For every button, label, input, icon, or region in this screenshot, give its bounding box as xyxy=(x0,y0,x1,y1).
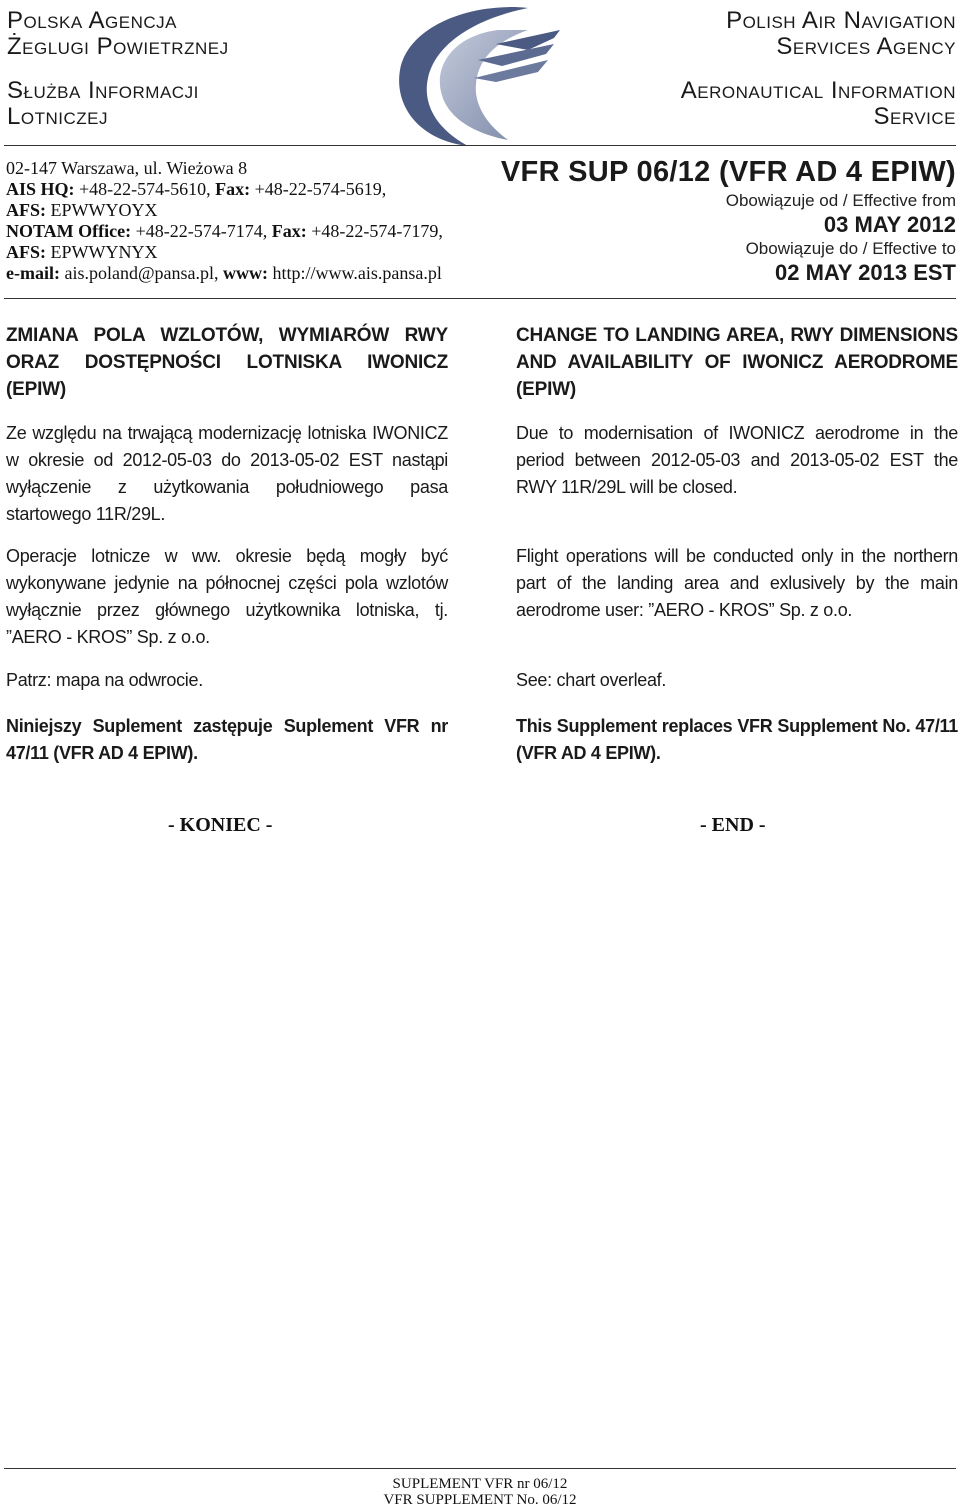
service-name-en xyxy=(681,78,956,130)
footer-divider xyxy=(4,1468,956,1469)
www-link[interactable]: http://www.ais.pansa.pl xyxy=(268,263,442,283)
org-name-pl-line2: Żeglugi Powietrznej xyxy=(7,33,229,60)
contact-afs2-line: AFS: EPWWYNYX xyxy=(6,242,158,262)
right-para-3: See: chart overleaf. xyxy=(516,670,667,690)
sup-title: VFR SUP 06/12 (VFR AD 4 EPIW) xyxy=(500,156,956,188)
service-name-pl xyxy=(7,78,199,130)
contact-afs1-line: AFS: EPWWYOYX xyxy=(6,200,158,220)
org-name-en-line1: Polish Air Navigation xyxy=(726,7,956,34)
contact-email-line: e-mail: ais.poland@pansa.pl, www: http://www.ais.pansa.pl xyxy=(6,263,442,283)
footer-line-en: VFR SUPPLEMENT No. 06/12 xyxy=(383,1492,577,1508)
contact-ais-line: AIS HQ: +48-22-574-5610, Fax: +48-22-574-5619, xyxy=(6,179,387,199)
org-name-pl xyxy=(7,8,229,60)
contact-address: 02-147 Warszawa, ul. Wieżowa 8 xyxy=(6,158,248,178)
right-heading: CHANGE TO LANDING AREA, RWY DIMENSIONS AND AVAILABILITY OF IWONICZ AERODROME (EPIW) xyxy=(516,325,958,400)
service-name-en-line2: Service xyxy=(873,103,956,130)
left-para-2: Operacje lotnicze w ww. okresie będą mogły być wykonywane jedynie na północnej części pola wzlotów wyłącznie przez głównego użytkownika lotniska, tj. ”AERO - KROS” Sp. z o.o. xyxy=(6,546,448,647)
email-link[interactable]: ais.poland@pansa.pl, xyxy=(59,263,224,283)
service-name-pl-line2: Lotniczej xyxy=(7,103,108,130)
sup-block xyxy=(476,154,956,286)
header-divider xyxy=(4,145,956,146)
left-para-1: Ze względu na trwającą modernizację lotniska IWONICZ w okresie od 2012-05-03 do 2013-05-02 EST nastąpi wyłączenie z użytkowania południowego pasa startowego 11R/29L. xyxy=(6,423,448,524)
pansa-logo-icon xyxy=(378,0,578,148)
right-para-1: Due to modernisation of IWONICZ aerodrome in the period between 2012-05-03 and 2013-05-02 EST the RWY 11R/29L will be closed. xyxy=(516,423,958,497)
end-mark-pl: - KONIEC - xyxy=(168,814,273,836)
effective-to-date: 02 MAY 2013 EST xyxy=(774,260,956,285)
service-name-en-line1: Aeronautical Information xyxy=(680,77,956,104)
effective-from-label: Obowiązuje od / Effective from xyxy=(725,191,956,210)
left-para-4: Niniejszy Suplement zastępuje Suplement VFR nr 47/11 (VFR AD 4 EPIW). xyxy=(6,716,448,763)
effective-from-date: 03 MAY 2012 xyxy=(823,212,956,237)
effective-to-label: Obowiązuje do / Effective to xyxy=(745,239,956,258)
footer-line-pl: SUPLEMENT VFR nr 06/12 xyxy=(392,1476,568,1492)
org-name-en-line2: Services Agency xyxy=(776,33,956,60)
org-name-en xyxy=(726,8,956,60)
title-divider xyxy=(4,298,956,299)
end-mark-en: - END - xyxy=(700,814,766,836)
right-para-2: Flight operations will be conducted only in the northern part of the landing area and exlusively by the main aerodrome user: ”AERO - KROS” Sp. z o.o. xyxy=(516,546,958,620)
right-para-4: This Supplement replaces VFR Supplement No. 47/11 (VFR AD 4 EPIW). xyxy=(516,716,958,763)
contact-block xyxy=(6,158,476,284)
contact-notam-line: NOTAM Office: +48-22-574-7174, Fax: +48-22-574-7179, xyxy=(6,221,443,241)
left-heading: ZMIANA POLA WZLOTÓW, WYMIARÓW RWY ORAZ DOSTĘPNOŚCI LOTNISKA IWONICZ (EPIW) xyxy=(6,325,448,400)
service-name-pl-line1: Służba Informacji xyxy=(7,77,199,104)
org-name-pl-line1: Polska Agencja xyxy=(7,7,178,34)
left-para-3: Patrz: mapa na odwrocie. xyxy=(6,670,203,690)
